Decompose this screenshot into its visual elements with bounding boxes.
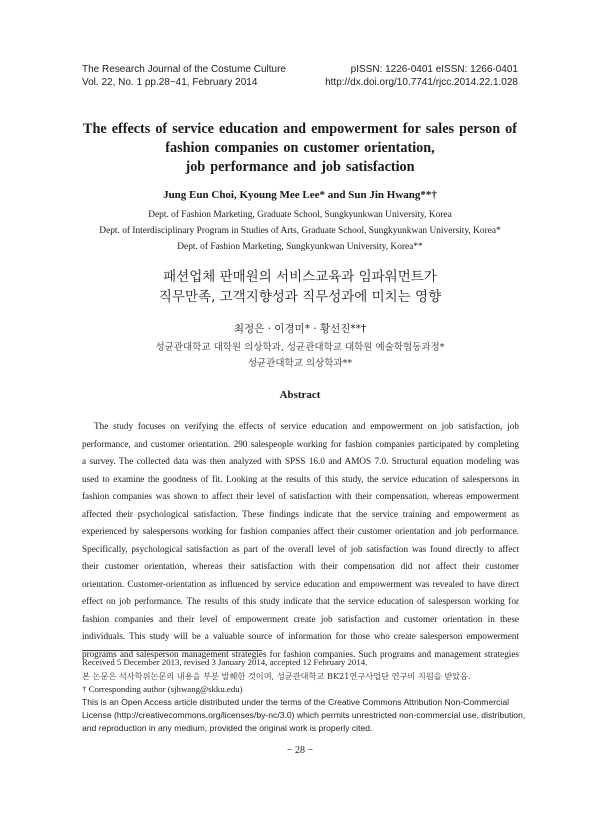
received-dates: Received 5 December 2013, revised 3 January 2014, accepted 12 February 2014.	[82, 657, 368, 667]
running-header-right	[325, 64, 518, 89]
author-list: Jung Eun Choi, Kyoung Mee Lee* and Sun Jin Hwang**†	[163, 189, 437, 201]
thesis-note: 본 논문은 석사학위논문의 내용을 부분 발췌한 것이며, 성균관대학교 BK21연구사업단 연구비 지원을 받았음.	[82, 671, 471, 681]
korean-affiliations	[40, 340, 560, 372]
korean-title-line: 패션업체 판매원의 서비스교육과 임파워먼트가	[163, 269, 437, 285]
korean-affiliation: 성균관대학교 의상학과**	[247, 358, 353, 369]
issn: pISSN: 1226-0401 eISSN: 1266-0401	[350, 64, 518, 75]
abstract-line: Specifically, psychological satisfaction as part of the overall level of job satisfaction was found directly to affect	[82, 543, 519, 554]
running-header-left	[82, 64, 286, 89]
affiliation: Dept. of Fashion Marketing, Graduate School, Sungkyunkwan University, Korea	[148, 210, 452, 220]
abstract-line: experienced by salespersons working for fashion companies affect their customer orientation and job performance.	[82, 526, 519, 536]
license-line: License (http://creativecommons.org/licenses/by-nc/3.0) which permits unrestricted non-commercial use, distribution,	[82, 710, 526, 720]
abstract-line: fashion companies was shown to affect their level of satisfaction with their compensation, whereas empowerment	[82, 491, 519, 501]
title-line: The effects of service education and empowerment for sales person of	[83, 121, 517, 137]
abstract-line: effect on job performance. The results of this study indicate that the service education of salesperson working for	[82, 596, 519, 606]
page-number: − 28 −	[286, 745, 314, 756]
abstract-line: The study focuses on verifying the effects of service education and empowerment on job satisfaction, job	[94, 421, 519, 431]
abstract-line: used to examine the goodness of fit. Looking at the results of this study, the service education of salespersons in	[82, 473, 519, 484]
korean-affiliation: 성균관대학교 대학원 의상학과, 성균관대학교 대학원 예술학협동과정*	[155, 342, 445, 353]
korean-author-list: 최정은 · 이경미* · 황선진**†	[233, 323, 367, 335]
affiliation: Dept. of Fashion Marketing, Sungkyunkwan University, Korea**	[177, 242, 423, 252]
korean-title	[60, 268, 540, 307]
korean-title-line: 직무만족, 고객지향성과 직무성과에 미치는 영향	[158, 288, 442, 305]
journal-name: The Research Journal of the Costume Culture	[82, 64, 286, 75]
abstract-line: orientation. Customer-orientation as influenced by service education and empowerment was revealed to have direct	[82, 578, 519, 589]
abstract-line: individuals. This study will be a valuable source of information for those who create salesperson empowerment	[82, 631, 519, 641]
doi-link[interactable]: http://dx.doi.org/10.7741/rjcc.2014.22.1.028	[325, 76, 518, 88]
abstract-line: their customer orientation, whereas their satisfaction with their compensation did not affect their customer	[82, 561, 519, 571]
title-line: fashion companies on customer orientation,	[165, 140, 435, 156]
abstract-line: programs and salesperson management strategies for fashion companies. Such programs and management strategies	[82, 648, 519, 659]
abstract-line: affected their psychological satisfaction. These findings indicate that the service training and empowerment as	[82, 508, 519, 519]
abstract-body	[82, 418, 519, 663]
footnote-divider	[82, 650, 262, 651]
abstract-line: fashion companies and their level of empowerment create job satisfaction and customer orientation in these	[82, 613, 519, 624]
affiliation: Dept. of Interdisciplinary Program in Studies of Arts, Graduate School, Sungkyunkwan University, Korea*	[99, 226, 501, 236]
abstract-heading: Abstract	[279, 389, 321, 401]
license-line: and reproduction in any medium, provided the original work is properly cited.	[82, 723, 373, 733]
abstract-line: a survey. The collected data was then analyzed with SPSS 16.0 and AMOS 7.0. Structural equation modeling was	[82, 456, 519, 466]
corresponding-author: † Corresponding author (sjhwang@skku.edu)	[82, 684, 243, 694]
abstract-line: performance, and customer orientation. 290 salespeople working for fashion companies participated by completing	[82, 438, 519, 449]
license-line: This is an Open Access article distributed under the terms of the Creative Commons Attribution Non-Commercial	[82, 697, 510, 707]
article-title	[60, 120, 540, 177]
title-line: job performance and job satisfaction	[185, 159, 415, 175]
volume-info: Vol. 22, No. 1 pp.28~41, February 2014	[82, 76, 258, 88]
affiliations	[40, 207, 560, 255]
